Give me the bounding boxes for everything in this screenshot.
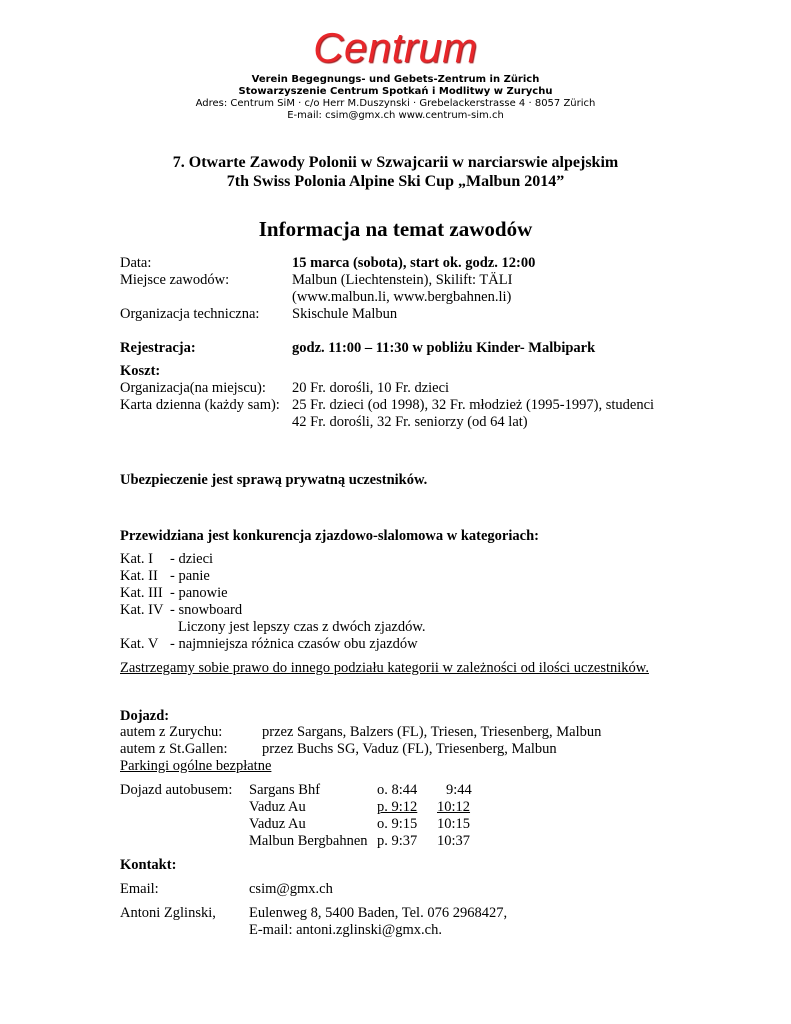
page-heading: Informacja na temat zawodów	[258, 217, 533, 241]
registration-value: godz. 11:00 – 11:30 w pobliżu Kinder- Malbipark	[292, 340, 596, 356]
category-desc-4: - snowboard	[170, 602, 243, 618]
bus-label: Dojazd autobusem:	[120, 782, 233, 798]
cost-card-value-1: 25 Fr. dzieci (od 1998), 32 Fr. młodzież (1995-1997), studenci	[292, 397, 655, 413]
contact-person-address: Eulenweg 8, 5400 Baden, Tel. 076 2968427,	[249, 905, 508, 921]
bus-stop-1: Sargans Bhf	[249, 782, 321, 798]
bus-stop-2: Vaduz Au	[249, 799, 306, 815]
travel-zurich-route: przez Sargans, Balzers (FL), Triesen, Triesenberg, Malbun	[262, 724, 602, 740]
categories-heading: Przewidziana jest konkurencja zjazdowo-slalomowa w kategoriach:	[120, 528, 539, 544]
bus-time-3a: o. 9:15	[377, 816, 418, 832]
bus-time-3b: 10:15	[437, 816, 471, 832]
parking-note: Parkingi ogólne bezpłatne	[120, 758, 272, 774]
cost-heading: Koszt:	[120, 363, 161, 379]
cost-card-label: Karta dzienna (każdy sam):	[120, 397, 280, 413]
header-contact: E-mail: csim@gmx.ch www.centrum-sim.ch	[287, 110, 504, 121]
travel-heading: Dojazd:	[120, 708, 170, 724]
cost-org-value: 20 Fr. dorośli, 10 Fr. dzieci	[292, 380, 450, 396]
insurance-note: Ubezpieczenie jest sprawą prywatną uczestników.	[120, 472, 428, 488]
travel-zurich-label: autem z Zurychu:	[120, 724, 223, 740]
category-note: Liczony jest lepszy czas z dwóch zjazdów.	[178, 619, 426, 635]
category-kat-2: Kat. II	[120, 568, 158, 584]
centrum-logo: Centrum	[313, 24, 478, 71]
bus-time-2b: 10:12	[437, 799, 471, 815]
contact-person-email[interactable]: E-mail: antoni.zglinski@gmx.ch.	[249, 922, 442, 938]
cost-org-label: Organizacja(na miejscu):	[120, 380, 266, 396]
contact-heading: Kontakt:	[120, 857, 177, 873]
category-kat-5: Kat. V	[120, 636, 159, 652]
contact-email-value[interactable]: csim@gmx.ch	[249, 881, 333, 897]
bus-time-2a: p. 9:12	[377, 799, 418, 815]
bus-time-4a: p. 9:37	[377, 833, 418, 849]
header-line-german: Verein Begegnungs- und Gebets-Zentrum in Zürich	[251, 74, 540, 85]
bus-stop-3: Vaduz Au	[249, 816, 306, 832]
category-kat-3: Kat. III	[120, 585, 163, 601]
org-value: Skischule Malbun	[292, 306, 398, 322]
place-links: (www.malbun.li, www.bergbahnen.li)	[292, 289, 512, 305]
header-line-polish: Stowarzyszenie Centrum Spotkań i Modlitwy w Zurychu	[238, 86, 553, 97]
registration-label: Rejestracja:	[120, 340, 196, 356]
place-value: Malbun (Liechtenstein), Skilift: TÄLI	[292, 272, 513, 288]
bus-time-4b: 10:37	[437, 833, 471, 849]
contact-person-name: Antoni Zglinski,	[120, 905, 216, 921]
place-label: Miejsce zawodów:	[120, 272, 230, 288]
category-desc-5: - najmniejsza różnica czasów obu zjazdów	[170, 636, 418, 652]
bus-time-1b: 9:44	[446, 782, 472, 798]
category-desc-2: - panie	[170, 568, 210, 584]
category-desc-3: - panowie	[170, 585, 228, 601]
category-reserve-note: Zastrzegamy sobie prawo do innego podziału kategorii w zależności od ilości uczestników.	[120, 660, 649, 676]
cost-card-value-2: 42 Fr. dorośli, 32 Fr. seniorzy (od 64 lat)	[292, 414, 528, 430]
org-label: Organizacja techniczna:	[120, 306, 260, 322]
header-address: Adres: Centrum SiM · c/o Herr M.Duszynski · Grebelackerstrasse 4 · 8057 Zürich	[195, 98, 596, 109]
event-title-polish: 7. Otwarte Zawody Polonii w Szwajcarii w narciarswie alpejskim	[172, 154, 619, 171]
date-value: 15 marca (sobota), start ok. godz. 12:00	[292, 255, 536, 271]
contact-email-label: Email:	[120, 881, 159, 897]
category-kat-1: Kat. I	[120, 551, 154, 567]
travel-stgallen-label: autem z St.Gallen:	[120, 741, 228, 757]
category-desc-1: - dzieci	[170, 551, 214, 567]
category-kat-4: Kat. IV	[120, 602, 164, 618]
bus-time-1a: o. 8:44	[377, 782, 418, 798]
bus-stop-4: Malbun Bergbahnen	[249, 833, 368, 849]
event-title-english: 7th Swiss Polonia Alpine Ski Cup „Malbun 2014”	[226, 173, 565, 190]
travel-stgallen-route: przez Buchs SG, Vaduz (FL), Triesenberg, Malbun	[262, 741, 557, 757]
date-label: Data:	[120, 255, 152, 271]
